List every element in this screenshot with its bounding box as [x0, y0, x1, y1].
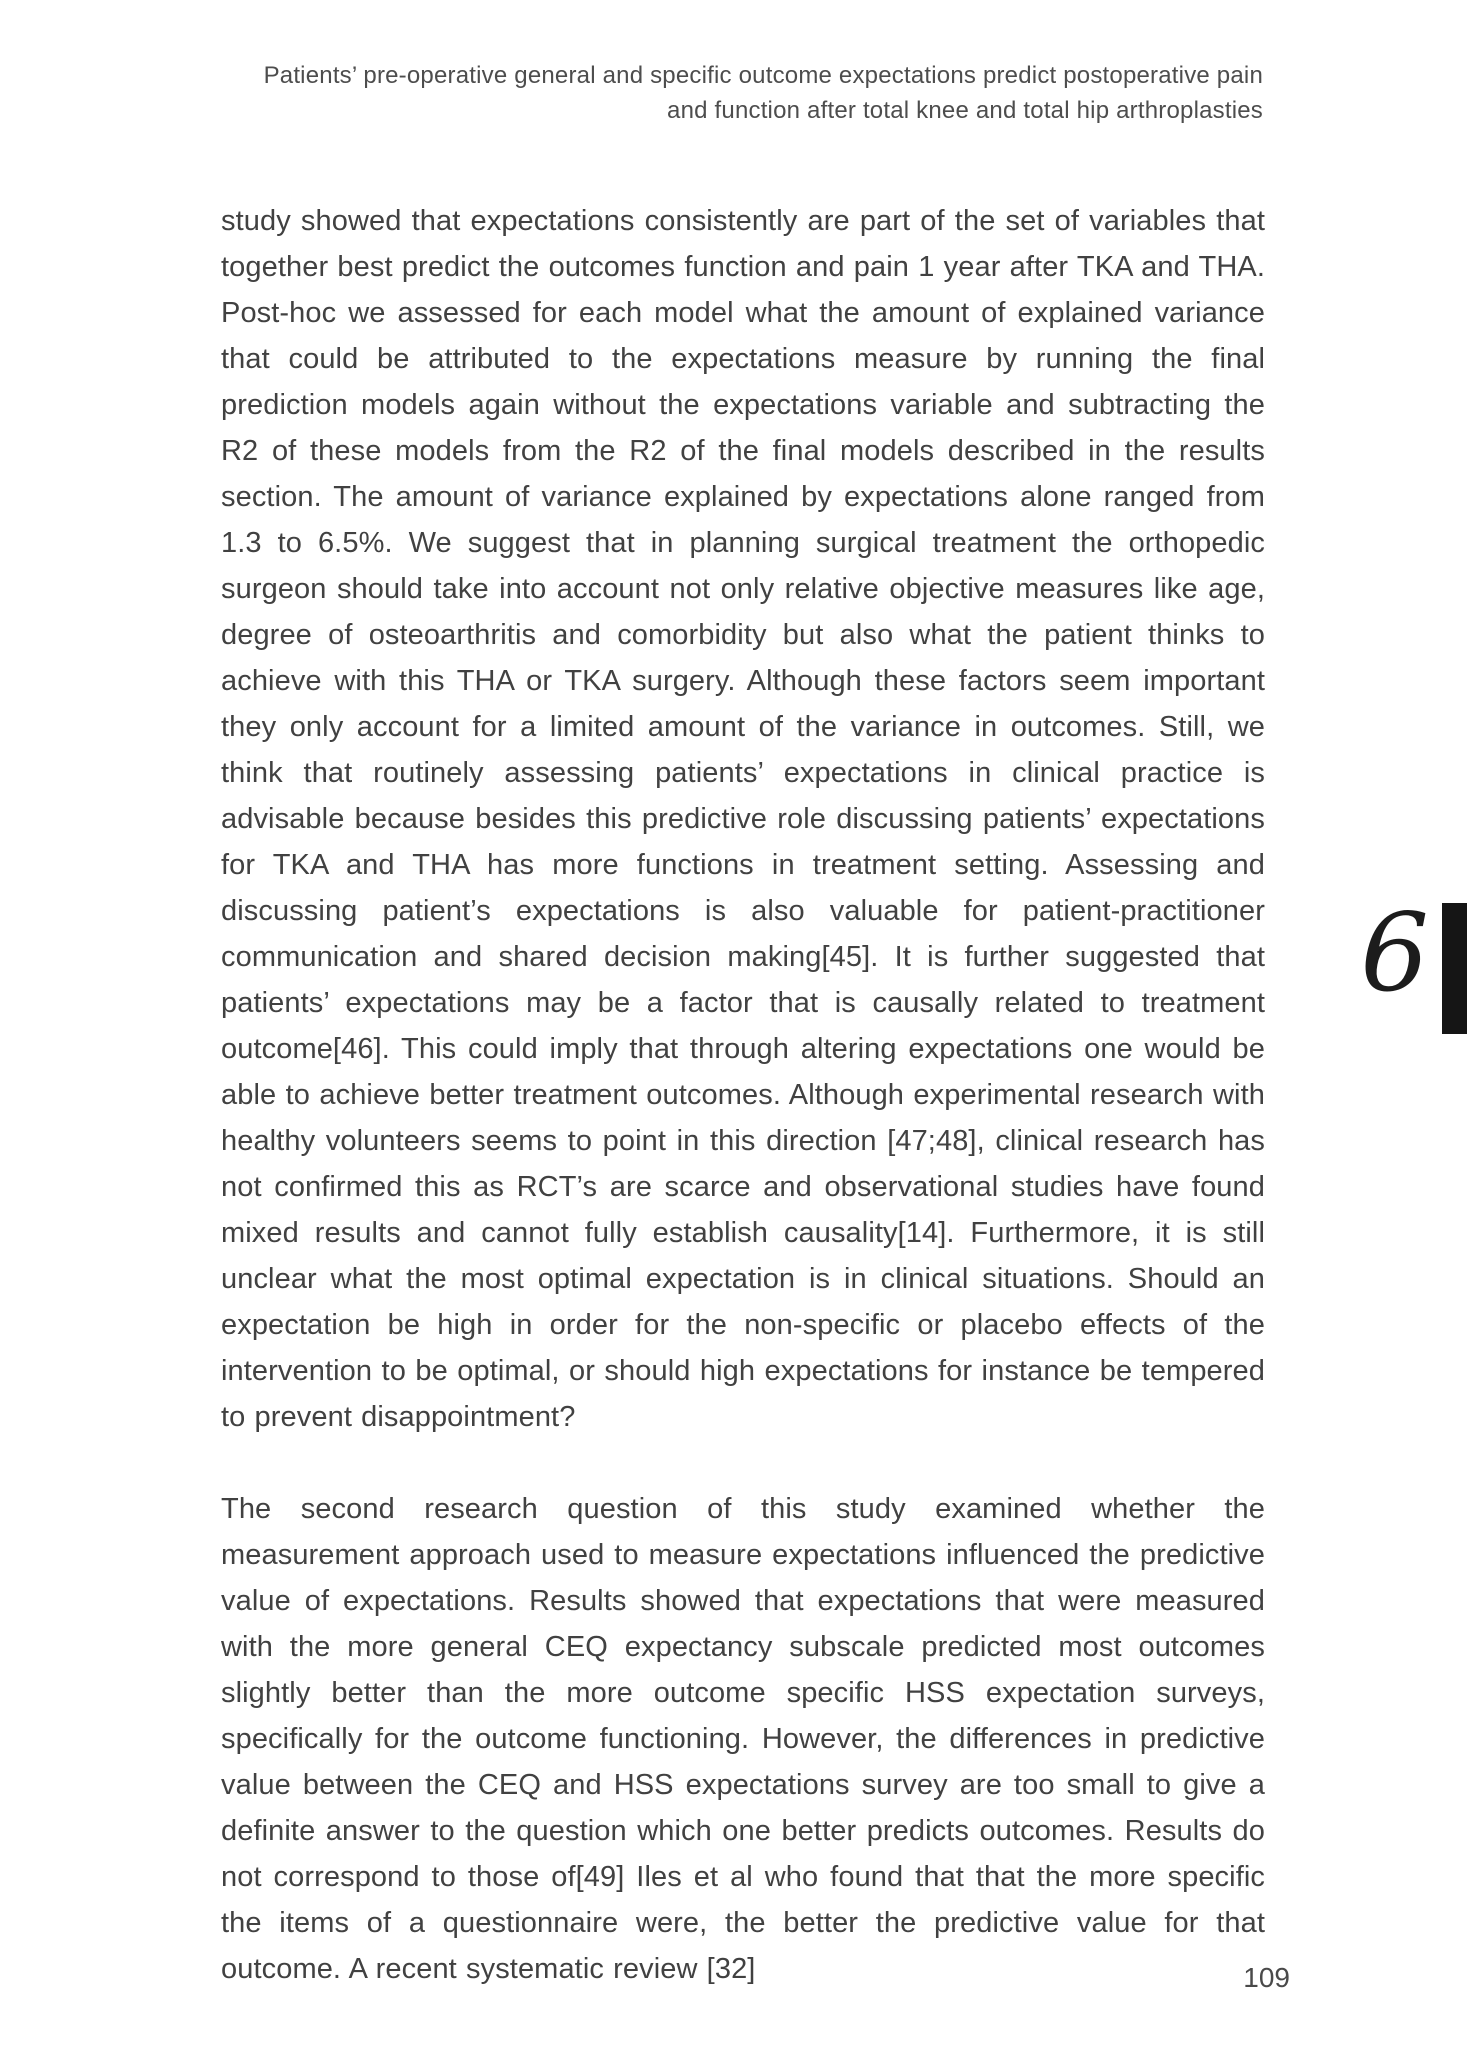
running-header-line-2: and function after total knee and total hip arthroplasties: [667, 97, 1263, 124]
paragraph-discussion-2: The second research question of this study examined whether the measurement approach used to measure expectations influenced the predictive value of expectations. Results showed that expectations that were measured with the more general CEQ expectancy subscale predicted most outcomes slightly better than the more outcome specific HSS expectation surveys, specifically for the outcome functioning. However, the differences in predictive value between the CEQ and HSS expectations survey are too small to give a definite answer to the question which one better predicts outcomes. Results do not correspond to those of[49] Iles et al who found that that the more specific the items of a questionnaire were, the better the predictive value for that outcome. A recent systematic review [32]: [221, 1493, 1265, 1985]
running-header: [163, 58, 1263, 128]
chapter-tab-bar: [1442, 903, 1467, 1034]
running-header-line-1: Patients’ pre-operative general and specific outcome expectations predict postoperative pain: [263, 62, 1263, 89]
page-number: 109: [1243, 1962, 1290, 1993]
chapter-number: 6: [1360, 891, 1429, 1016]
body-text: [221, 198, 1265, 2038]
paragraph-discussion-1: study showed that expectations consistently are part of the set of variables that together best predict the outcomes function and pain 1 year after TKA and THA. Post-hoc we assessed for each model what the amount of explained variance that could be attributed to the expectations measure by running the final prediction models again without the expectations variable and subtracting the R2 of these models from the R2 of the final models described in the results section. The amount of variance explained by expectations alone ranged from 1.3 to 6.5%. We suggest that in planning surgical treatment the orthopedic surgeon should take into account not only relative objective measures like age, degree of osteoarthritis and comorbidity but also what the patient thinks to achieve with this THA or TKA surgery. Although these factors seem important they only account for a limited amount of the variance in outcomes. Still, we think that routinely assessing patients’ expectations in clinical practice is advisable because besides this predictive role discussing patients’ expectations for TKA and THA has more functions in treatment setting. Assessing and discussing patient’s expectations is also valuable for patient-practitioner communication and shared decision making[45]. It is further suggested that patients’ expectations may be a factor that is causally related to treatment outcome[46]. This could imply that through altering expectations one would be able to achieve better treatment outcomes. Although experimental research with healthy volunteers seems to point in this direction [47;48], clinical research has not confirmed this as RCT’s are scarce and observational studies have found mixed results and cannot fully establish causality[14]. Furthermore, it is still unclear what the most optimal expectation is in clinical situations. Should an expectation be high in order for the non-specific or placebo effects of the intervention to be optimal, or should high expectations for instance be tempered to prevent disappointment?: [221, 205, 1265, 1433]
